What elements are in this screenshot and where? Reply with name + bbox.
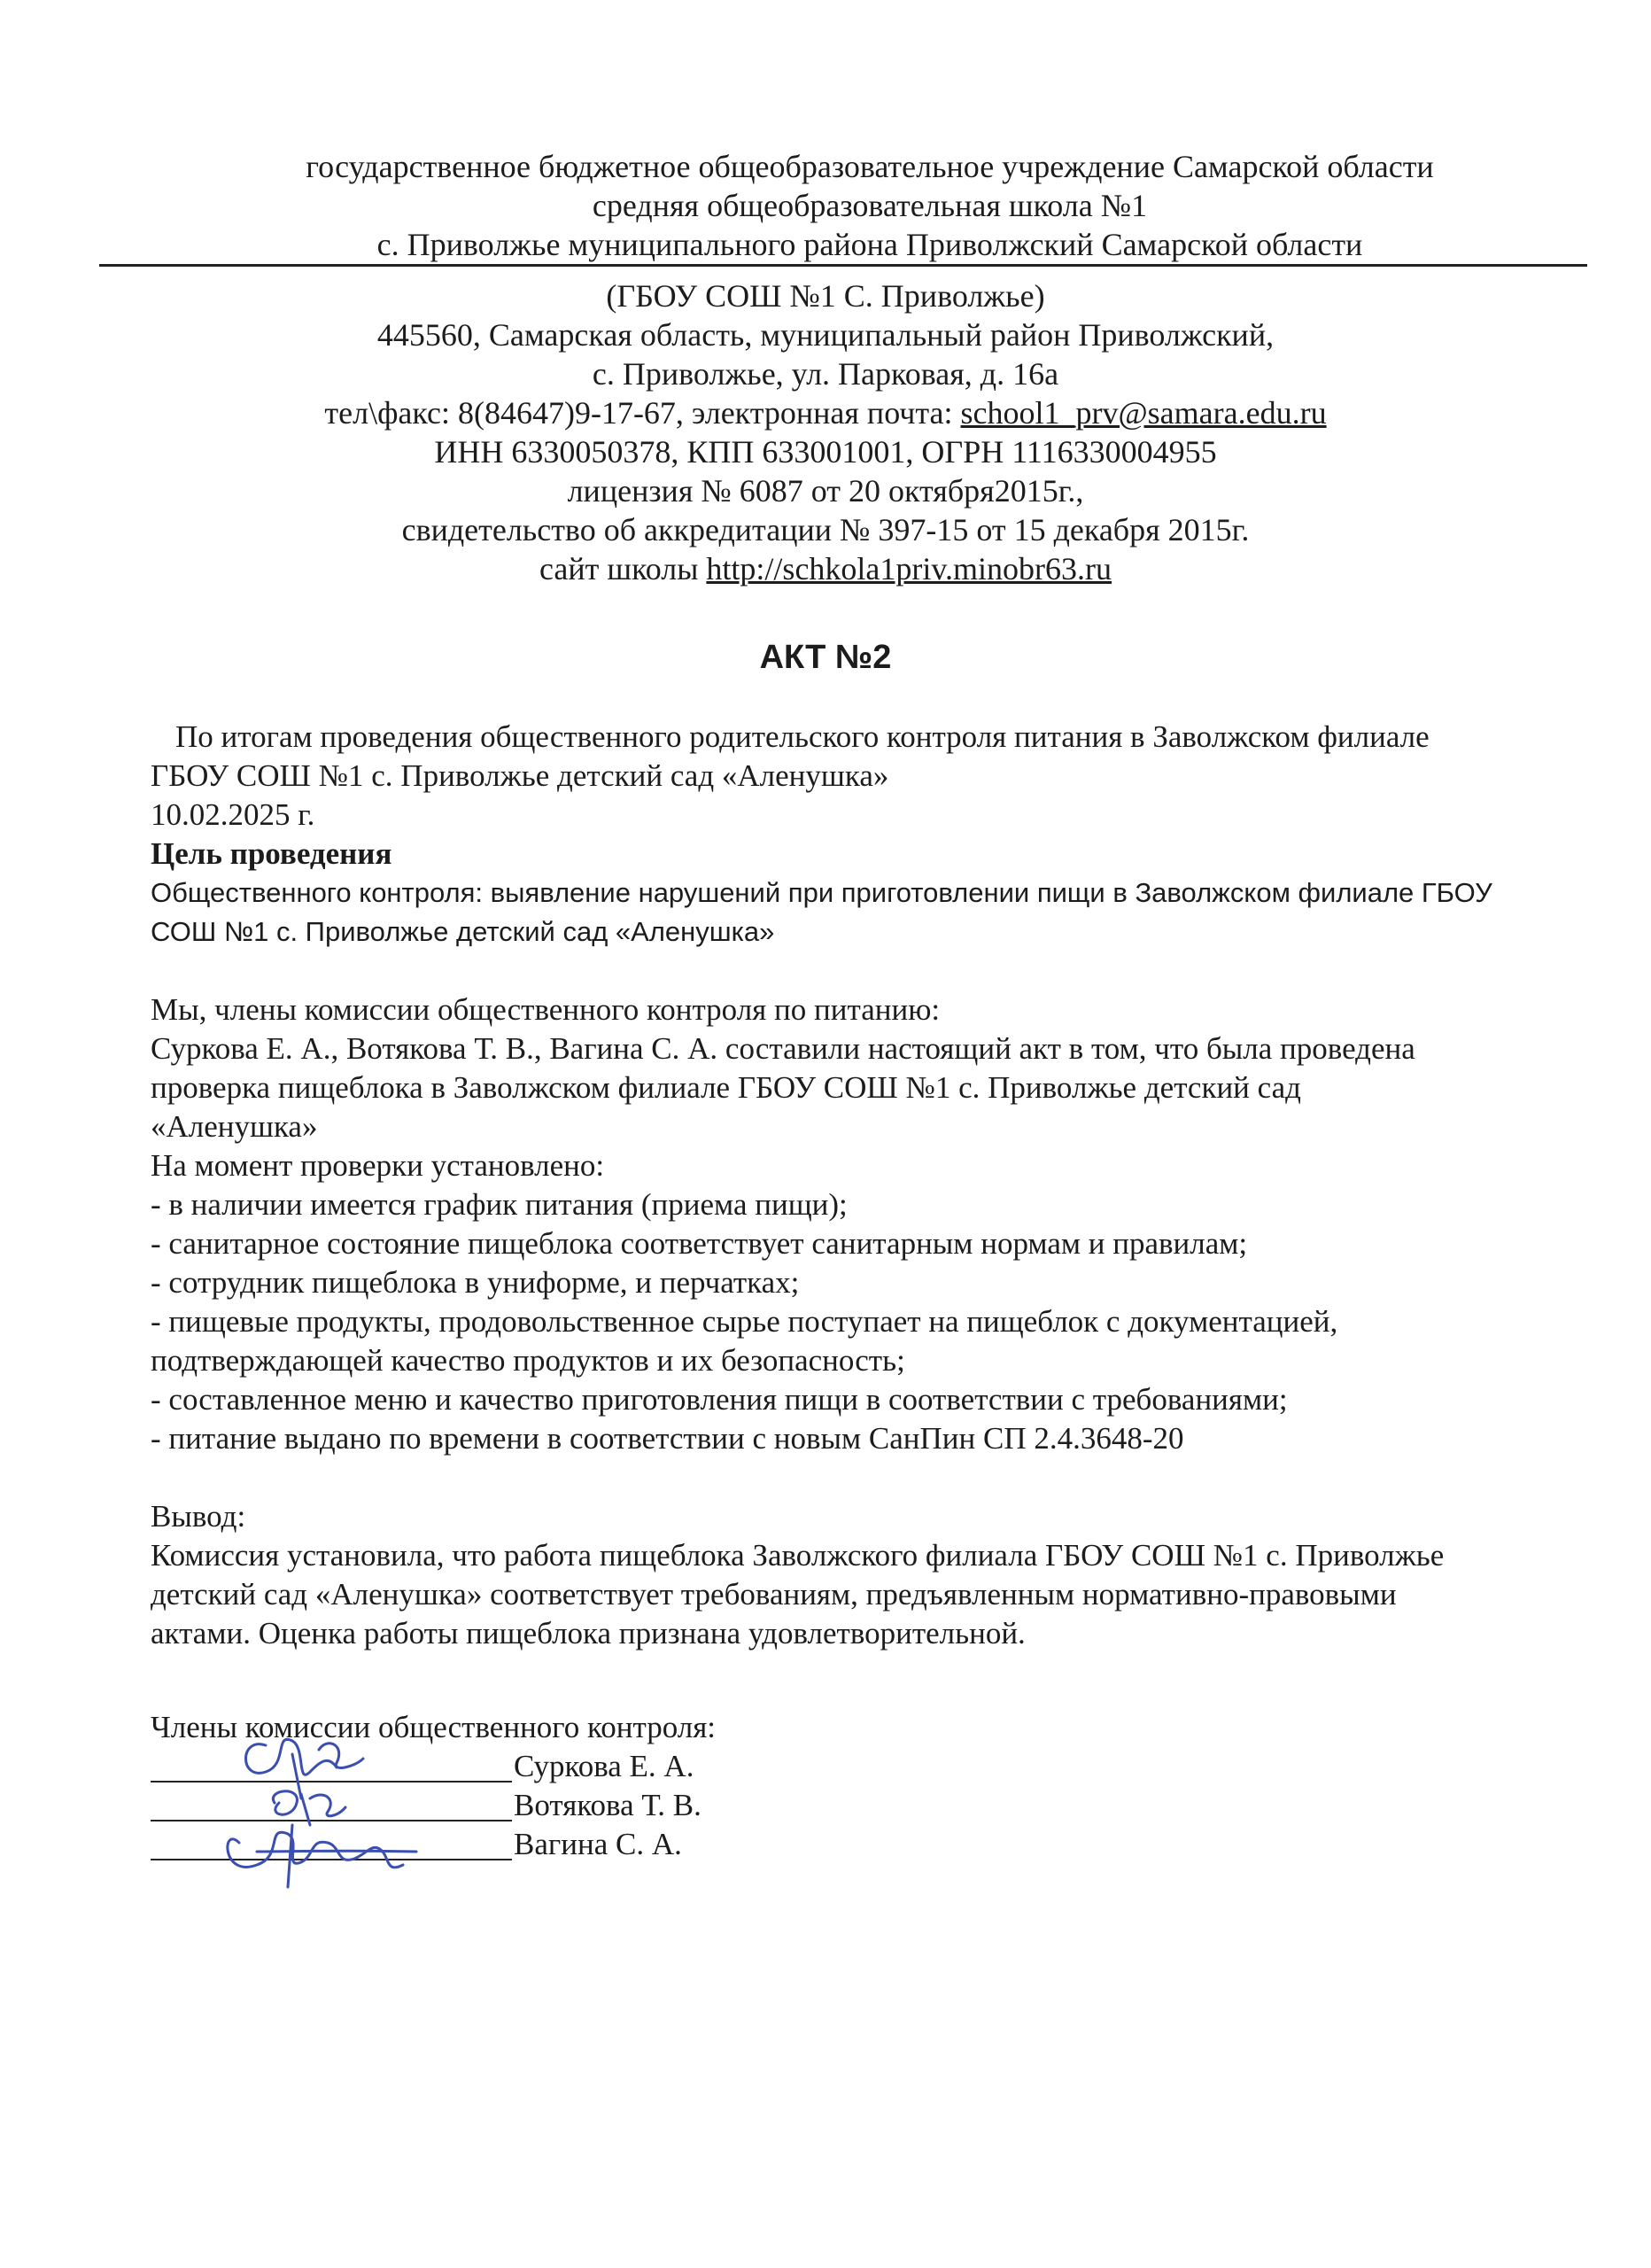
signature-scribble bbox=[246, 1739, 364, 1798]
org-name-line-3: с. Приволжье муниципального района Приволжский Самарской области bbox=[376, 227, 1363, 262]
spacer bbox=[151, 1458, 1603, 1497]
signature-heading: Члены комиссии общественного контроля: bbox=[151, 1710, 717, 1744]
signer-name: Вотякова Т. В. bbox=[514, 1788, 701, 1822]
site-label: сайт школы bbox=[539, 551, 707, 586]
letterhead-divider bbox=[99, 264, 1587, 267]
address-line-2: с. Приволжье, ул. Парковая, д. 16а bbox=[592, 356, 1059, 392]
act-date: 10.02.2025 г. bbox=[151, 797, 315, 832]
signer-name: Суркова Е. А. bbox=[514, 1749, 694, 1783]
members-line-3: «Аленушка» bbox=[151, 1109, 318, 1144]
intro-line-2: ГБОУ СОШ №1 с. Приволжье детский сад «Аленушка» bbox=[151, 758, 889, 793]
finding-item: - в наличии имеется график питания (приема пищи); bbox=[151, 1187, 848, 1222]
phone-email-line bbox=[0, 393, 1651, 432]
goal-line-1: Общественного контроля: выявление нарушений при приготовлении пищи в Заволжском филиале ГБОУ bbox=[151, 877, 1492, 908]
phone-text: тел\факс: 8(84647)9-17-67, электронная почта: bbox=[324, 395, 961, 431]
org-name-line-2: средняя общеобразовательная школа №1 bbox=[592, 188, 1148, 223]
accreditation-line: свидетельство об аккредитации № 397-15 от 15 декабря 2015г. bbox=[401, 512, 1250, 548]
findings-intro: На момент проверки установлено: bbox=[151, 1148, 605, 1183]
email-link[interactable]: school1_prv@samara.edu.ru bbox=[960, 395, 1327, 431]
license-line: лицензия № 6087 от 20 октября2015г., bbox=[567, 473, 1084, 509]
conclusion-line: детский сад «Аленушка» соответствует требованиям, предъявленным нормативно-правовыми bbox=[151, 1577, 1397, 1612]
members-line-2: проверка пищеблока в Заволжском филиале ГБОУ СОШ №1 с. Приволжье детский сад bbox=[151, 1070, 1301, 1105]
site-link[interactable]: http://schkola1priv.minobr63.ru bbox=[706, 551, 1112, 586]
finding-item: - санитарное состояние пищеблока соответствует санитарным нормам и правилам; bbox=[151, 1226, 1248, 1261]
requisites-line: ИНН 6330050378, КПП 633001001, ОГРН 1116330004955 bbox=[434, 434, 1217, 470]
members-intro: Мы, члены комиссии общественного контроля по питанию: bbox=[151, 992, 941, 1027]
contact-block bbox=[0, 276, 1651, 588]
site-line bbox=[0, 549, 1651, 588]
finding-item: подтверждающей качество продуктов и их безопасность; bbox=[151, 1343, 905, 1378]
conclusion-line: актами. Оценка работы пищеблока признана удовлетворительной. bbox=[151, 1616, 1026, 1651]
goal-heading: Цель проведения bbox=[151, 836, 392, 871]
conclusion-line: Комиссия установила, что работа пищеблока Заволжского филиала ГБОУ СОШ №1 с. Приволжье bbox=[151, 1538, 1445, 1573]
org-short-name: (ГБОУ СОШ №1 С. Приволжье) bbox=[606, 278, 1045, 314]
conclusion-heading: Вывод: bbox=[151, 1499, 246, 1534]
finding-item: - сотрудник пищеблока в униформе, и перчатках; bbox=[151, 1265, 800, 1300]
signer-name: Вагина С. А. bbox=[514, 1827, 682, 1861]
address-line-1: 445560, Самарская область, муниципальный район Приволжский, bbox=[376, 317, 1275, 353]
finding-item: - питание выдано по времени в соответствии с новым СанПин СП 2.4.3648-20 bbox=[151, 1421, 1184, 1456]
letterhead bbox=[151, 147, 1589, 264]
members-line-1: Суркова Е. А., Вотякова Т. В., Вагина С. А. составили настоящий акт в том, что была проведена bbox=[151, 1031, 1415, 1066]
document-title: АКТ №2 bbox=[759, 639, 892, 676]
finding-item: - пищевые продукты, продовольственное сырье поступает на пищеблок с документацией, bbox=[151, 1304, 1338, 1339]
signature-scribble bbox=[228, 1825, 416, 1887]
finding-item: - составленное меню и качество приготовления пищи в соответствии с требованиями; bbox=[151, 1382, 1288, 1417]
goal-line-2: СОШ №1 с. Приволжье детский сад «Аленушка» bbox=[151, 916, 775, 947]
org-name-line-1: государственное бюджетное общеобразовательное учреждение Самарской области bbox=[306, 149, 1434, 184]
spacer bbox=[151, 951, 1603, 990]
handwritten-signatures bbox=[204, 1719, 434, 1896]
document-body bbox=[151, 718, 1603, 1653]
intro-line-1: По итогам проведения общественного родительского контроля питания в Заволжском филиале bbox=[175, 719, 1430, 754]
signature-scribble bbox=[273, 1791, 345, 1825]
